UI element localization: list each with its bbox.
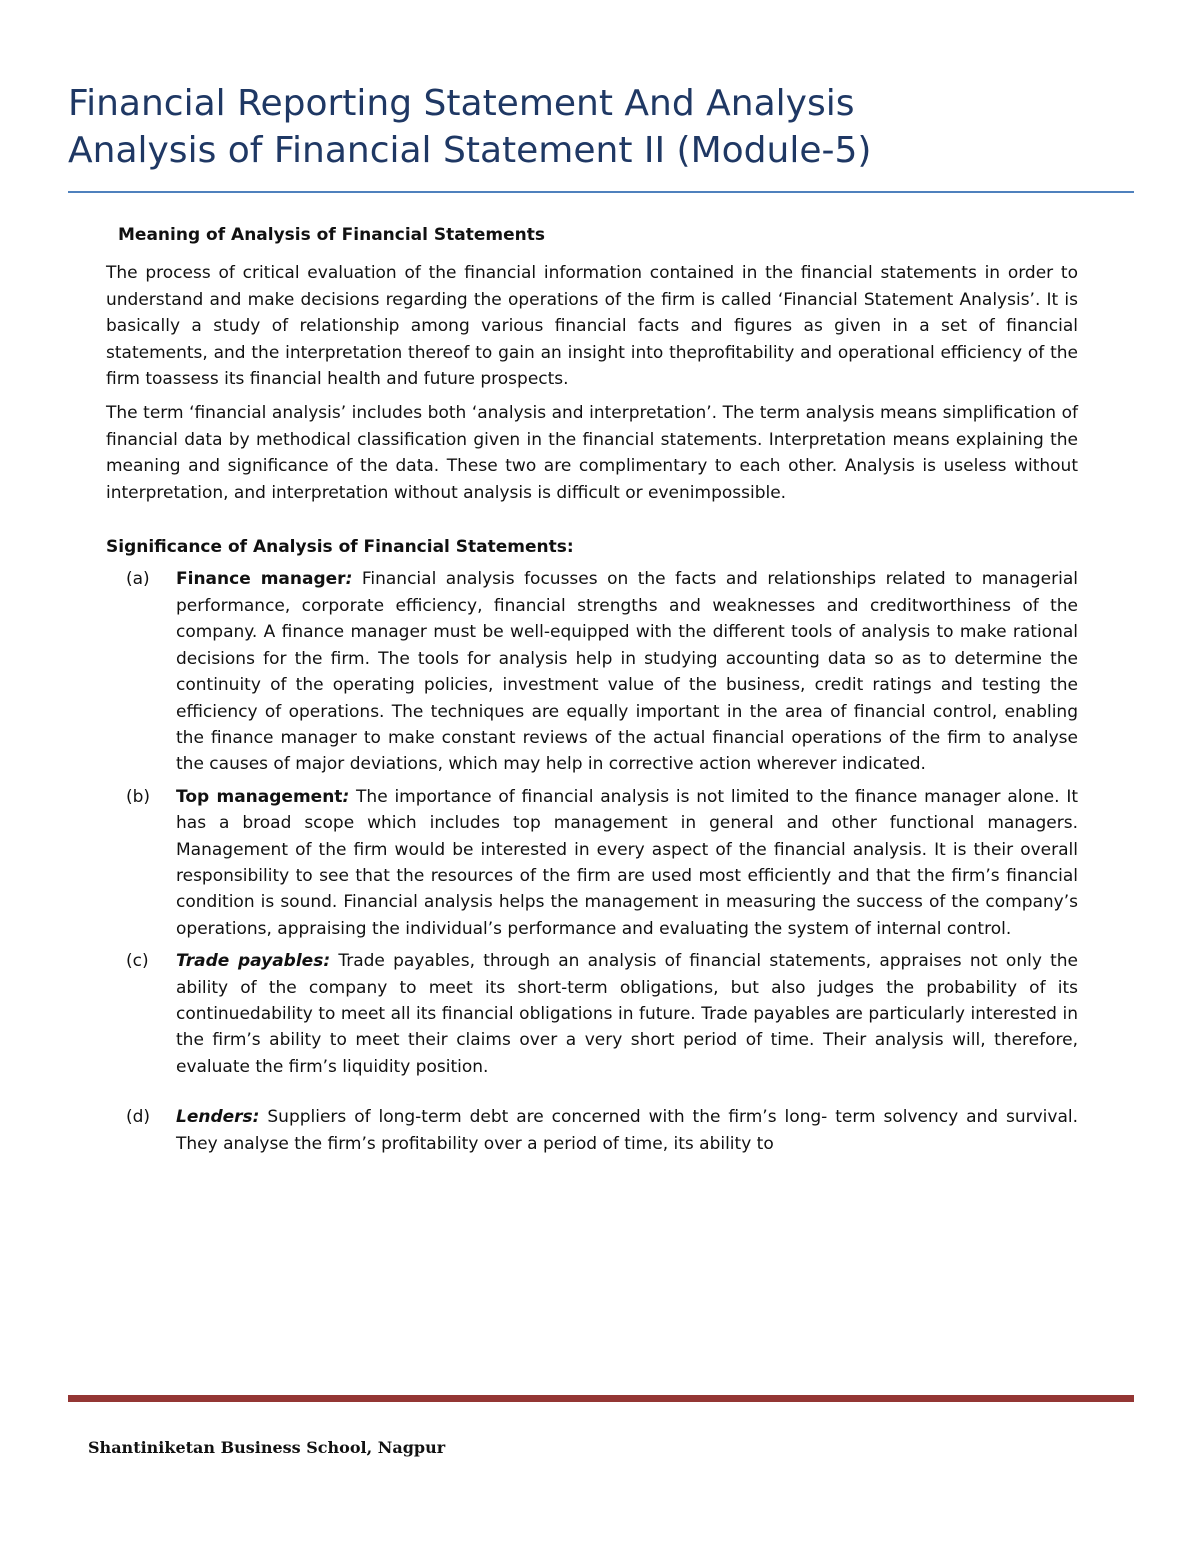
paragraph-meaning-2: The term ‘financial analysis’ includes both ‘analysis and interpretation’. The term analysis means simplification of financial data by methodical classification given in the financial statements. Interpretation means explaining the meaning and significance of the data. These two are complimentary to each other. Analysis is useless without interpretation, and interpretation without analysis is difficult or evenimpossible. xyxy=(106,403,1078,503)
item-term-separator: : xyxy=(342,786,350,807)
item-letter: (b) xyxy=(126,786,151,807)
section-heading-meaning: Meaning of Analysis of Financial Statements xyxy=(118,225,545,245)
item-term: Finance manager xyxy=(176,569,346,590)
page-title xyxy=(68,80,1138,174)
item-text: Suppliers of long-term debt are concerned with the firm’s long- term solvency and survival. They analyse the firm’s profitability over a period of time, its ability to xyxy=(176,1107,1078,1154)
paragraph-meaning-1: The process of critical evaluation of the financial information contained in the financial statements in order to understand and make decisions regarding the operations of the firm is called ‘Financial Statement Analysis’. It is basically a study of relationship among various financial facts and figures as given in a set of financial statements, and the interpretation thereof to gain an insight into theprofitability and operational efficiency of the firm toassess its financial health and future prospects. xyxy=(106,263,1078,390)
list-item-trade-payables xyxy=(106,948,1078,1080)
item-letter: (c) xyxy=(126,951,149,972)
title-line-2: Analysis of Financial Statement II (Module-5) xyxy=(68,130,872,171)
title-line-1: Financial Reporting Statement And Analysis xyxy=(68,83,855,124)
item-text: Trade payables, through an analysis of financial statements, appraises not only the ability of the company to meet its short-term obligations, but also judges the probability of its continuedability to meet all its financial obligations in future. Trade payables are particularly interested in the firm’s ability to meet their claims over a very short period of time. Their analysis will, therefore, evaluate the firm’s liquidity position. xyxy=(176,951,1078,1077)
list-item-finance-manager xyxy=(106,566,1078,777)
list-item-top-management xyxy=(106,784,1078,942)
document-body xyxy=(106,222,1078,1163)
footer-divider xyxy=(68,1395,1134,1402)
item-term: Trade payables: xyxy=(176,951,331,972)
item-term: Top management xyxy=(176,786,343,807)
item-term-separator: : xyxy=(345,569,353,590)
section-heading-significance: Significance of Analysis of Financial Statements: xyxy=(106,537,574,558)
title-divider xyxy=(68,191,1134,193)
item-text: Financial analysis focusses on the facts and relationships related to managerial performance, corporate efficiency, financial strengths and weaknesses and creditworthiness of the company. A finance manager must be well-equipped with the different tools of analysis to make rational decisions for the firm. The tools for analysis help in studying accounting data so as to determine the continuity of the operating policies, investment value of the business, credit ratings and testing the efficiency of operations. The techniques are equally important in the area of financial control, enabling the finance manager to make constant reviews of the actual financial operations of the firm to analyse the causes of major deviations, which may help in corrective action wherever indicated. xyxy=(176,569,1078,775)
footer-institution: Shantiniketan Business School, Nagpur xyxy=(88,1438,446,1457)
item-text: The importance of financial analysis is not limited to the finance manager alone. It has a broad scope which includes top management in general and other functional managers. Management of the firm would be interested in every aspect of the financial analysis. It is their overall responsibility to see that the resources of the firm are used most efficiently and that the firm’s financial condition is sound. Financial analysis helps the management in measuring the success of the company’s operations, appraising the individual’s performance and evaluating the system of internal control. xyxy=(176,786,1078,939)
list-item-lenders xyxy=(106,1104,1078,1157)
significance-list xyxy=(106,566,1078,1157)
item-letter: (d) xyxy=(126,1107,151,1128)
item-term: Lenders: xyxy=(176,1107,260,1128)
item-letter: (a) xyxy=(126,569,150,590)
